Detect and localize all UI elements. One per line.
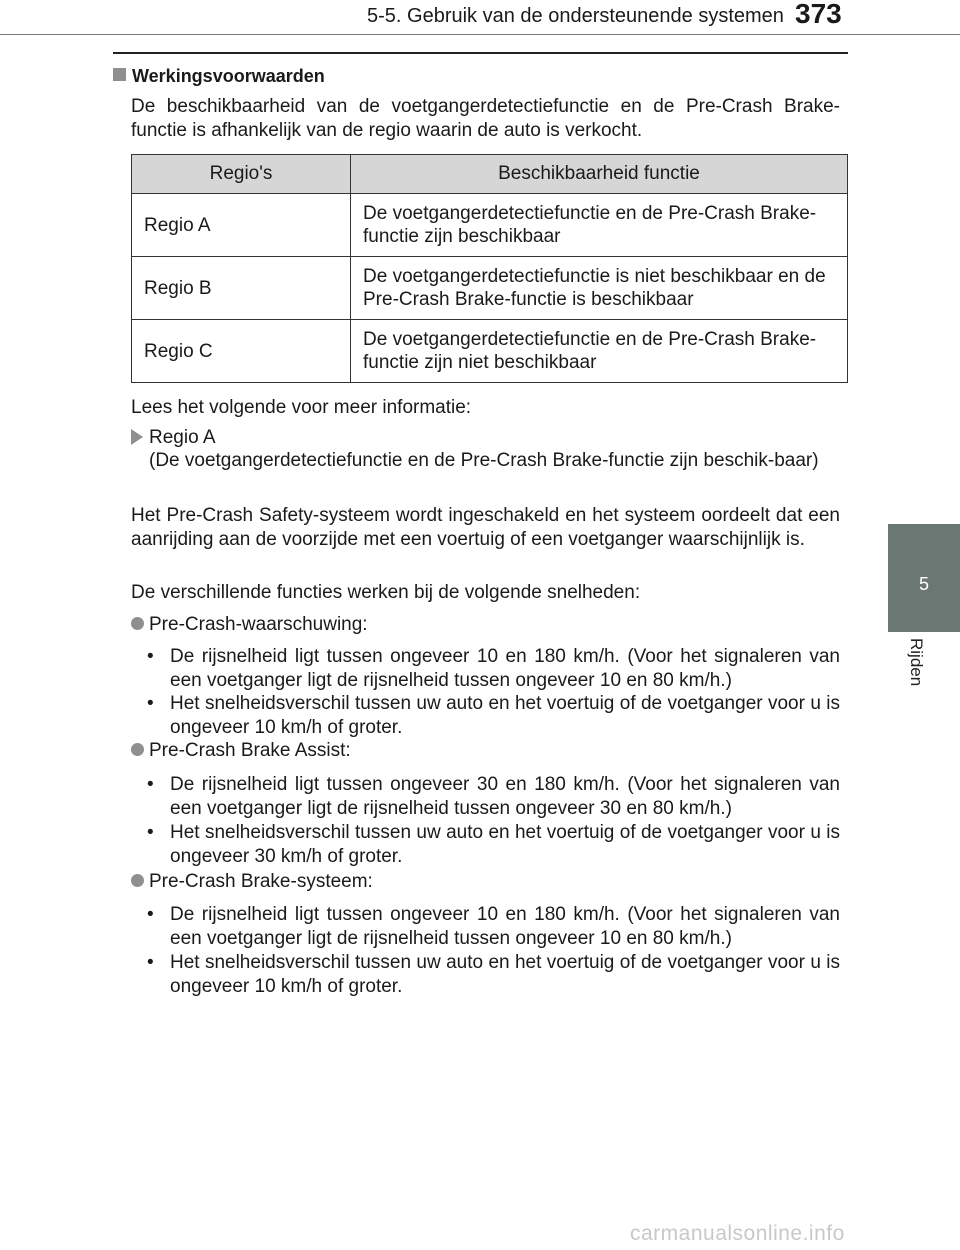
- list-item: [147, 692, 840, 740]
- chapter-tab-label-container: [888, 632, 960, 710]
- list-item: [147, 821, 840, 869]
- list-item: [147, 773, 840, 821]
- list-item-text: De rijsnelheid ligt tussen ongeveer 10 en 180 km/h. (Voor het signaleren van een voetganger ligt de rijsnelheid tussen ongeveer 10 en 80 km/h.): [170, 646, 840, 691]
- circle-bullet-icon: [131, 617, 144, 630]
- bullet-icon: •: [147, 904, 154, 925]
- bullet-icon: •: [147, 646, 154, 667]
- table-cell-region: Regio A: [132, 194, 351, 257]
- list-item-text: Het snelheidsverschil tussen uw auto en het voertuig of de voetganger voor u is ongeveer 30 km/h of groter.: [170, 822, 840, 867]
- function-name: Pre-Crash-waarschuwing:: [149, 614, 368, 635]
- function-name: Pre-Crash Brake-systeem:: [149, 871, 373, 892]
- table-cell-availability: De voetgangerdetectiefunctie en de Pre-Crash Brake-functie zijn beschikbaar: [351, 194, 848, 257]
- table-row: [132, 194, 848, 257]
- section-heading: [113, 66, 325, 87]
- page-number: 373: [795, 0, 842, 29]
- table-cell-region: Regio B: [132, 257, 351, 320]
- watermark: carmanualsonline.info: [630, 1222, 845, 1245]
- region-a-item: [131, 426, 840, 472]
- table-row: [132, 257, 848, 320]
- list-item-text: De rijsnelheid ligt tussen ongeveer 30 en 180 km/h. (Voor het signaleren van een voetganger ligt de rijsnelheid tussen ongeveer 30 en 80 km/h.): [170, 774, 840, 819]
- table-header-availability: Beschikbaarheid functie: [351, 155, 848, 194]
- function-item: [131, 739, 351, 763]
- list-item-text: Het snelheidsverschil tussen uw auto en het voertuig of de voetganger voor u is ongeveer 10 km/h of groter.: [170, 952, 840, 997]
- list-item: [147, 951, 840, 999]
- square-bullet-icon: [113, 68, 126, 81]
- region-a-title: Regio A: [149, 427, 216, 448]
- table-cell-availability: De voetgangerdetectiefunctie is niet beschikbaar en de Pre-Crash Brake-functie is beschikbaar: [351, 257, 848, 320]
- bullet-icon: •: [147, 693, 154, 714]
- body-paragraph-1: Het Pre-Crash Safety-systeem wordt ingeschakeld en het systeem oordeelt dat een aanrijding aan de voorzijde met een voertuig of een voetganger waarschijnlijk is.: [131, 505, 840, 550]
- table-header-row: [132, 155, 848, 194]
- function-item: [131, 870, 373, 894]
- region-availability-table: [131, 154, 848, 383]
- chapter-tab-number: 5: [918, 574, 929, 594]
- table-cell-region: Regio C: [132, 320, 351, 383]
- running-header: 5-5. Gebruik van de ondersteunende systemen: [367, 5, 784, 27]
- function-name: Pre-Crash Brake Assist:: [149, 740, 351, 761]
- table-cell-availability: De voetgangerdetectiefunctie en de Pre-Crash Brake-functie zijn niet beschikbaar: [351, 320, 848, 383]
- circle-bullet-icon: [131, 743, 144, 756]
- header-divider: [0, 34, 960, 35]
- intro-paragraph: De beschikbaarheid van de voetgangerdetectiefunctie en de Pre-Crash Brake-functie is afhankelijk van de regio waarin de auto is verkocht.: [131, 96, 840, 141]
- section-heading-text: Werkingsvoorwaarden: [132, 66, 325, 86]
- table-row: [132, 320, 848, 383]
- list-item-text: Het snelheidsverschil tussen uw auto en het voertuig of de voetganger voor u is ongeveer 10 km/h of groter.: [170, 693, 840, 738]
- more-info-text: Lees het volgende voor meer informatie:: [131, 397, 472, 418]
- list-item: [147, 645, 840, 693]
- circle-bullet-icon: [131, 874, 144, 887]
- bullet-icon: •: [147, 774, 154, 795]
- body-paragraph-2: De verschillende functies werken bij de volgende snelheden:: [131, 582, 641, 603]
- bullet-icon: •: [147, 952, 154, 973]
- table-header-regions: Regio's: [132, 155, 351, 194]
- bullet-icon: •: [147, 822, 154, 843]
- function-item: [131, 613, 368, 637]
- list-item-text: De rijsnelheid ligt tussen ongeveer 10 en 180 km/h. (Voor het signaleren van een voetganger ligt de rijsnelheid tussen ongeveer 10 en 80 km/h.): [170, 904, 840, 949]
- arrow-right-icon: [131, 429, 143, 445]
- chapter-tab-label: Rijden: [907, 638, 926, 687]
- section-divider: [113, 52, 848, 54]
- region-a-description: (De voetgangerdetectiefunctie en de Pre-Crash Brake-functie zijn beschik-baar): [149, 450, 819, 471]
- list-item: [147, 903, 840, 951]
